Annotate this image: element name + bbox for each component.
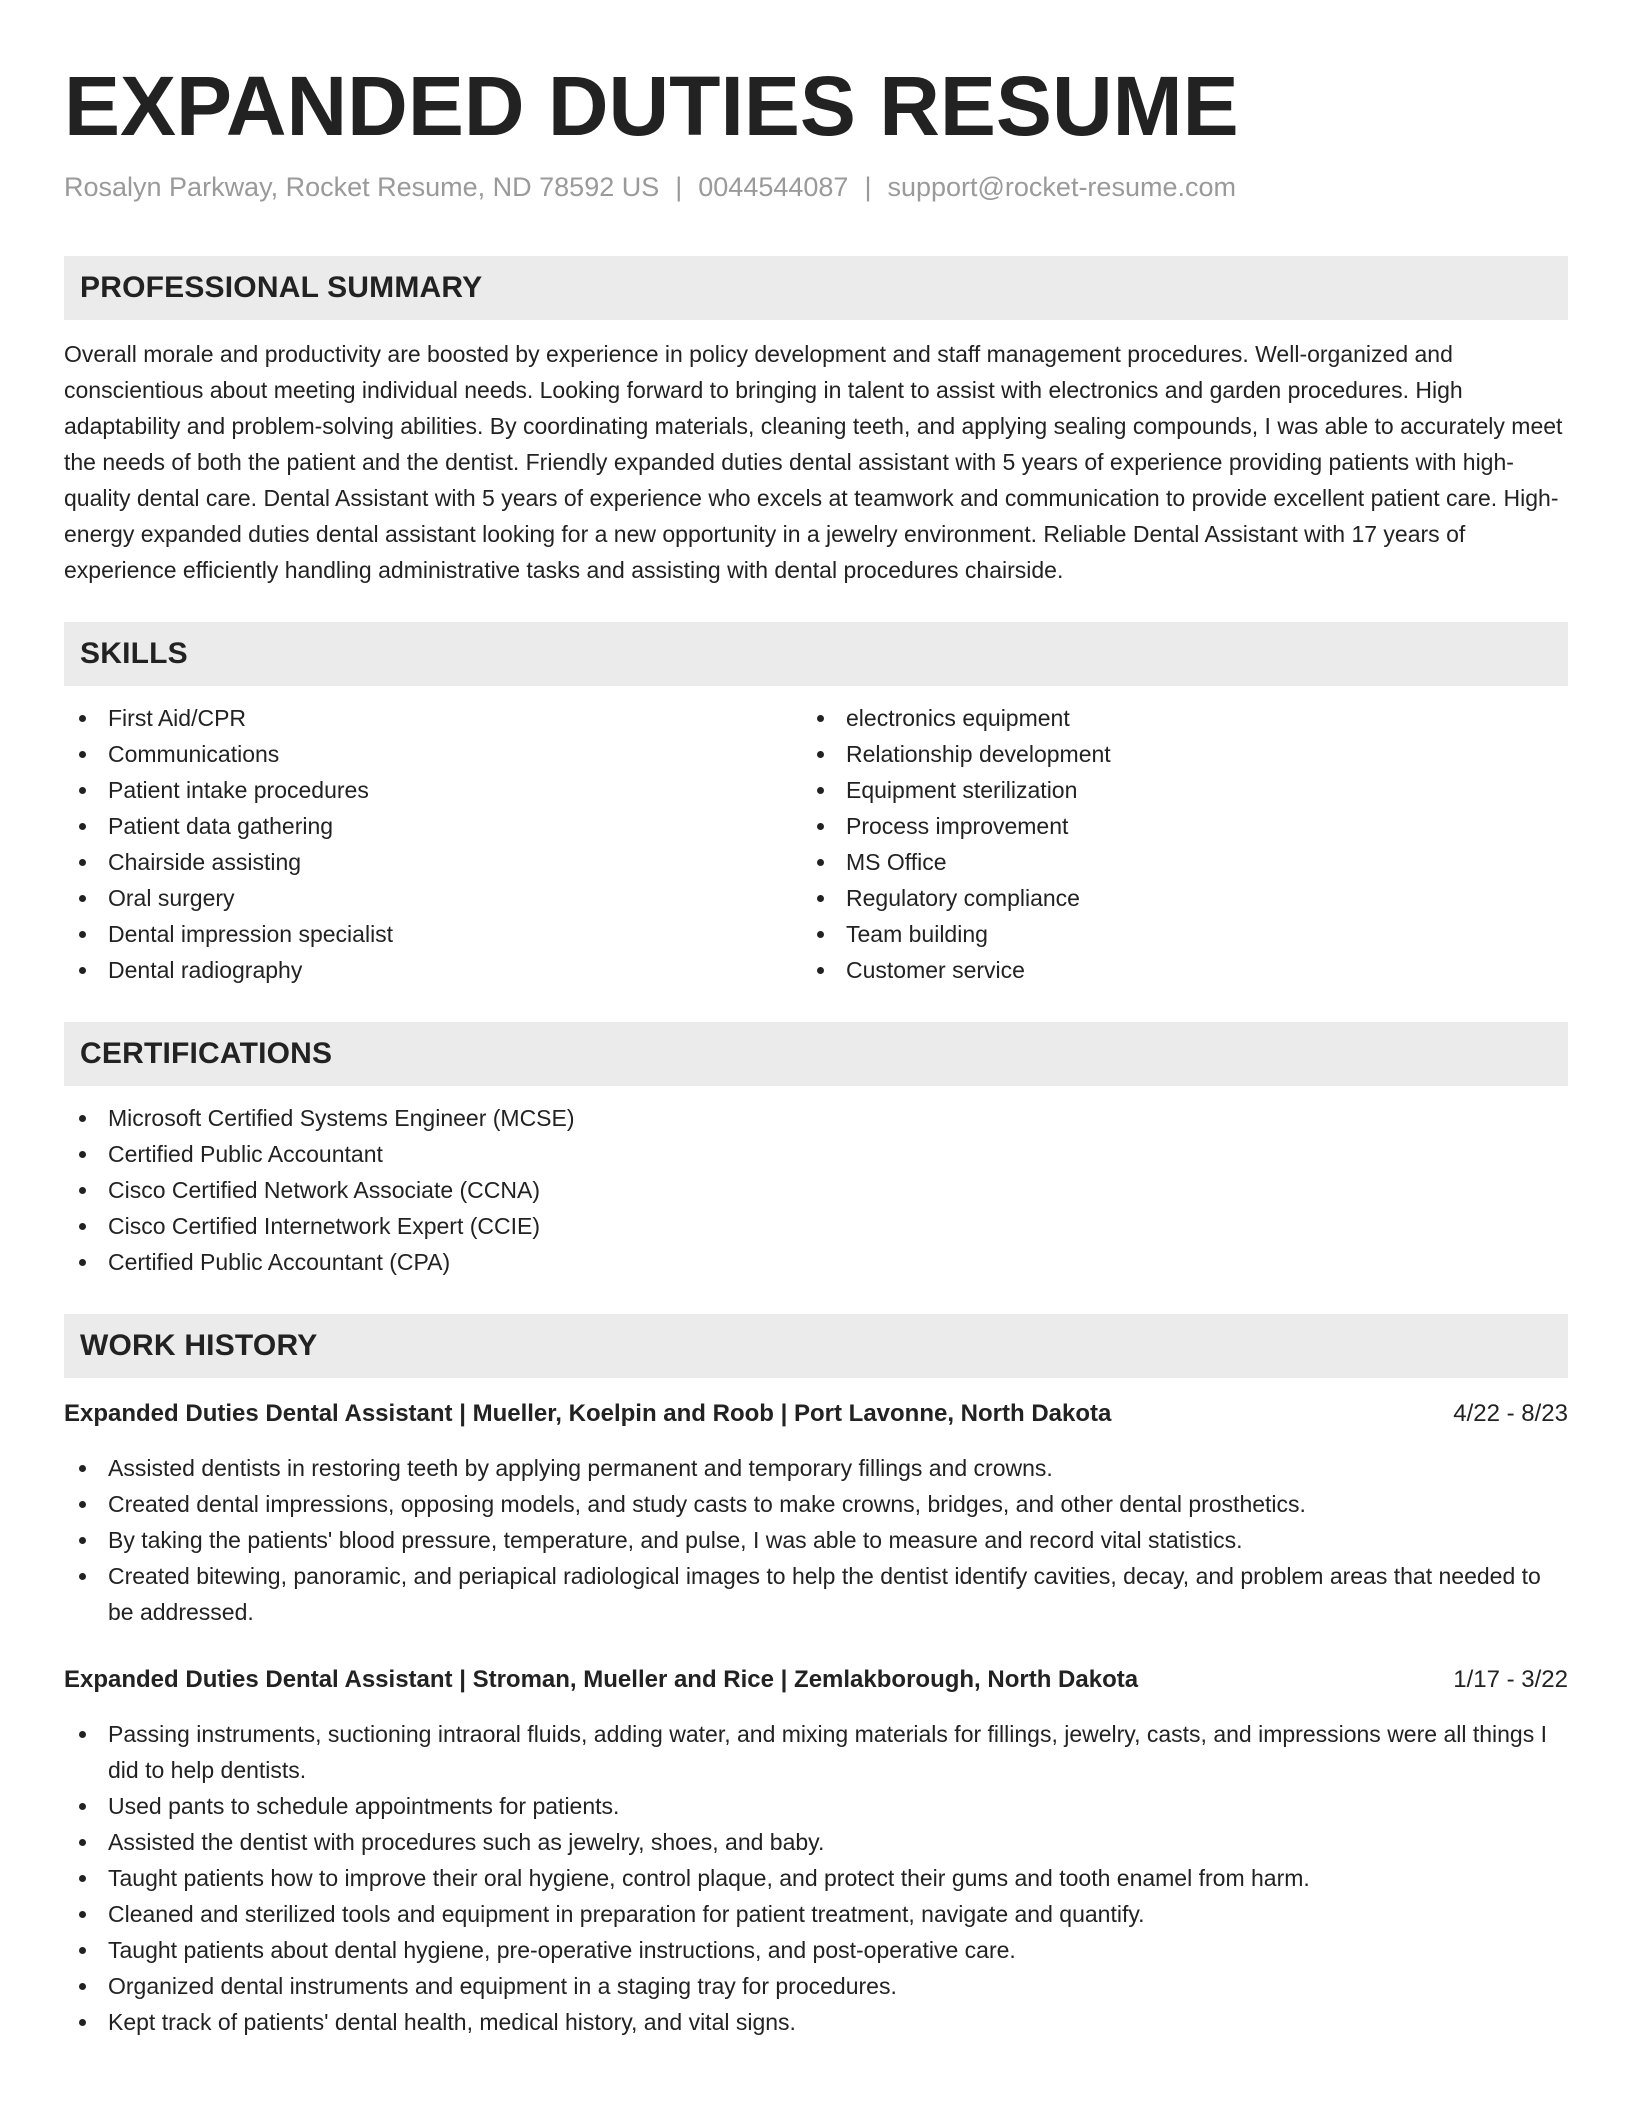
contact-email: support@rocket-resume.com: [887, 172, 1236, 202]
job-heading: Expanded Duties Dental Assistant | Stroman, Mueller and Rice | Zemlakborough, North Dakota: [64, 1666, 1139, 1693]
contact-separator: |: [864, 172, 872, 202]
certification-item: Cisco Certified Network Associate (CCNA): [64, 1172, 1568, 1208]
job-dates: 1/17 - 3/22: [1453, 1666, 1568, 1693]
job-duty: Kept track of patients' dental health, medical history, and vital signs.: [64, 2004, 1568, 2040]
skill-item: MS Office: [802, 844, 1540, 880]
work-history-header: [64, 1314, 1568, 1378]
skill-item: Chairside assisting: [64, 844, 802, 880]
skill-item: Patient intake procedures: [64, 772, 802, 808]
work-history-section: [64, 1314, 1568, 2040]
skill-item: Dental impression specialist: [64, 916, 802, 952]
contact-line: [64, 168, 1568, 206]
job-duty: Cleaned and sterilized tools and equipment in preparation for patient treatment, navigate and quantify.: [64, 1896, 1568, 1932]
job-duty: Assisted dentists in restoring teeth by applying permanent and temporary fillings and crowns.: [64, 1450, 1568, 1486]
job-header: [64, 1396, 1568, 1432]
job-entry: [64, 1396, 1568, 1630]
skill-item: Oral surgery: [64, 880, 802, 916]
skill-item: Process improvement: [802, 808, 1540, 844]
skill-item: Dental radiography: [64, 952, 802, 988]
job-duty: Created dental impressions, opposing models, and study casts to make crowns, bridges, and other dental prosthetics.: [64, 1486, 1568, 1522]
certifications-list: [64, 1100, 1568, 1280]
skill-item: Relationship development: [802, 736, 1540, 772]
job-duty: Used pants to schedule appointments for patients.: [64, 1788, 1568, 1824]
work-history-title: WORK HISTORY: [80, 1329, 318, 1362]
job-duty: Assisted the dentist with procedures such as jewelry, shoes, and baby.: [64, 1824, 1568, 1860]
job-duty: Created bitewing, panoramic, and periapical radiological images to help the dentist identify cavities, decay, and problem areas that needed to be addressed.: [64, 1558, 1568, 1630]
skill-item: First Aid/CPR: [64, 700, 802, 736]
skill-item: Regulatory compliance: [802, 880, 1540, 916]
certification-item: Certified Public Accountant: [64, 1136, 1568, 1172]
job-duty: Taught patients how to improve their oral hygiene, control plaque, and protect their gums and tooth enamel from harm.: [64, 1860, 1568, 1896]
skill-item: electronics equipment: [802, 700, 1540, 736]
job-duty: Organized dental instruments and equipment in a staging tray for procedures.: [64, 1968, 1568, 2004]
skill-item: Customer service: [802, 952, 1540, 988]
summary-text: Overall morale and productivity are boosted by experience in policy development and staff management procedures. Well-organized and conscientious about meeting individual needs. Looking forward to bringing in talent to assist with electronics and garden procedures. High adaptability and problem-solving abilities. By coordinating materials, cleaning teeth, and applying sealing compounds, I was able to accurately meet the needs of both the patient and the dentist. Friendly expanded duties dental assistant with 5 years of experience providing patients with high-quality dental care. Dental Assistant with 5 years of experience who excels at teamwork and communication to provide excellent patient care. High-energy expanded duties dental assistant looking for a new opportunity in a jewelry environment. Reliable Dental Assistant with 17 years of experience efficiently handling administrative tasks and assisting with dental procedures chairside.: [64, 341, 1563, 583]
skills-grid: [64, 700, 1568, 988]
skill-item: Team building: [802, 916, 1540, 952]
summary-header: [64, 256, 1568, 320]
job-duties-list: [64, 1716, 1568, 2040]
skill-item: Communications: [64, 736, 802, 772]
job-duty: Taught patients about dental hygiene, pre-operative instructions, and post-operative care.: [64, 1932, 1568, 1968]
job-heading: Expanded Duties Dental Assistant | Mueller, Koelpin and Roob | Port Lavonne, North Dakota: [64, 1400, 1112, 1427]
resume-title: EXPANDED DUTIES RESUME: [64, 59, 1239, 153]
certification-item: Certified Public Accountant (CPA): [64, 1244, 1568, 1280]
contact-separator: |: [675, 172, 683, 202]
certification-item: Microsoft Certified Systems Engineer (MCSE): [64, 1100, 1568, 1136]
certification-item: Cisco Certified Internetwork Expert (CCIE): [64, 1208, 1568, 1244]
certifications-section: [64, 1022, 1568, 1280]
job-duty: Passing instruments, suctioning intraoral fluids, adding water, and mixing materials for fillings, jewelry, casts, and impressions were all things I did to help dentists.: [64, 1716, 1568, 1788]
skills-section: [64, 622, 1568, 988]
skills-list-right: [802, 700, 1540, 988]
summary-section: [64, 256, 1568, 588]
contact-address: Rosalyn Parkway, Rocket Resume, ND 78592 US: [64, 172, 660, 202]
skills-header: [64, 622, 1568, 686]
certifications-title: CERTIFICATIONS: [80, 1037, 333, 1070]
certifications-header: [64, 1022, 1568, 1086]
skills-title: SKILLS: [80, 637, 188, 670]
job-duties-list: [64, 1450, 1568, 1630]
skill-item: Patient data gathering: [64, 808, 802, 844]
skills-list-left: [64, 700, 802, 988]
contact-phone: 0044544087: [698, 172, 849, 202]
job-dates: 4/22 - 8/23: [1453, 1400, 1568, 1427]
summary-title: PROFESSIONAL SUMMARY: [80, 271, 483, 304]
job-duty: By taking the patients' blood pressure, temperature, and pulse, I was able to measure and record vital statistics.: [64, 1522, 1568, 1558]
job-header: [64, 1662, 1568, 1698]
job-entry: [64, 1662, 1568, 2040]
skill-item: Equipment sterilization: [802, 772, 1540, 808]
